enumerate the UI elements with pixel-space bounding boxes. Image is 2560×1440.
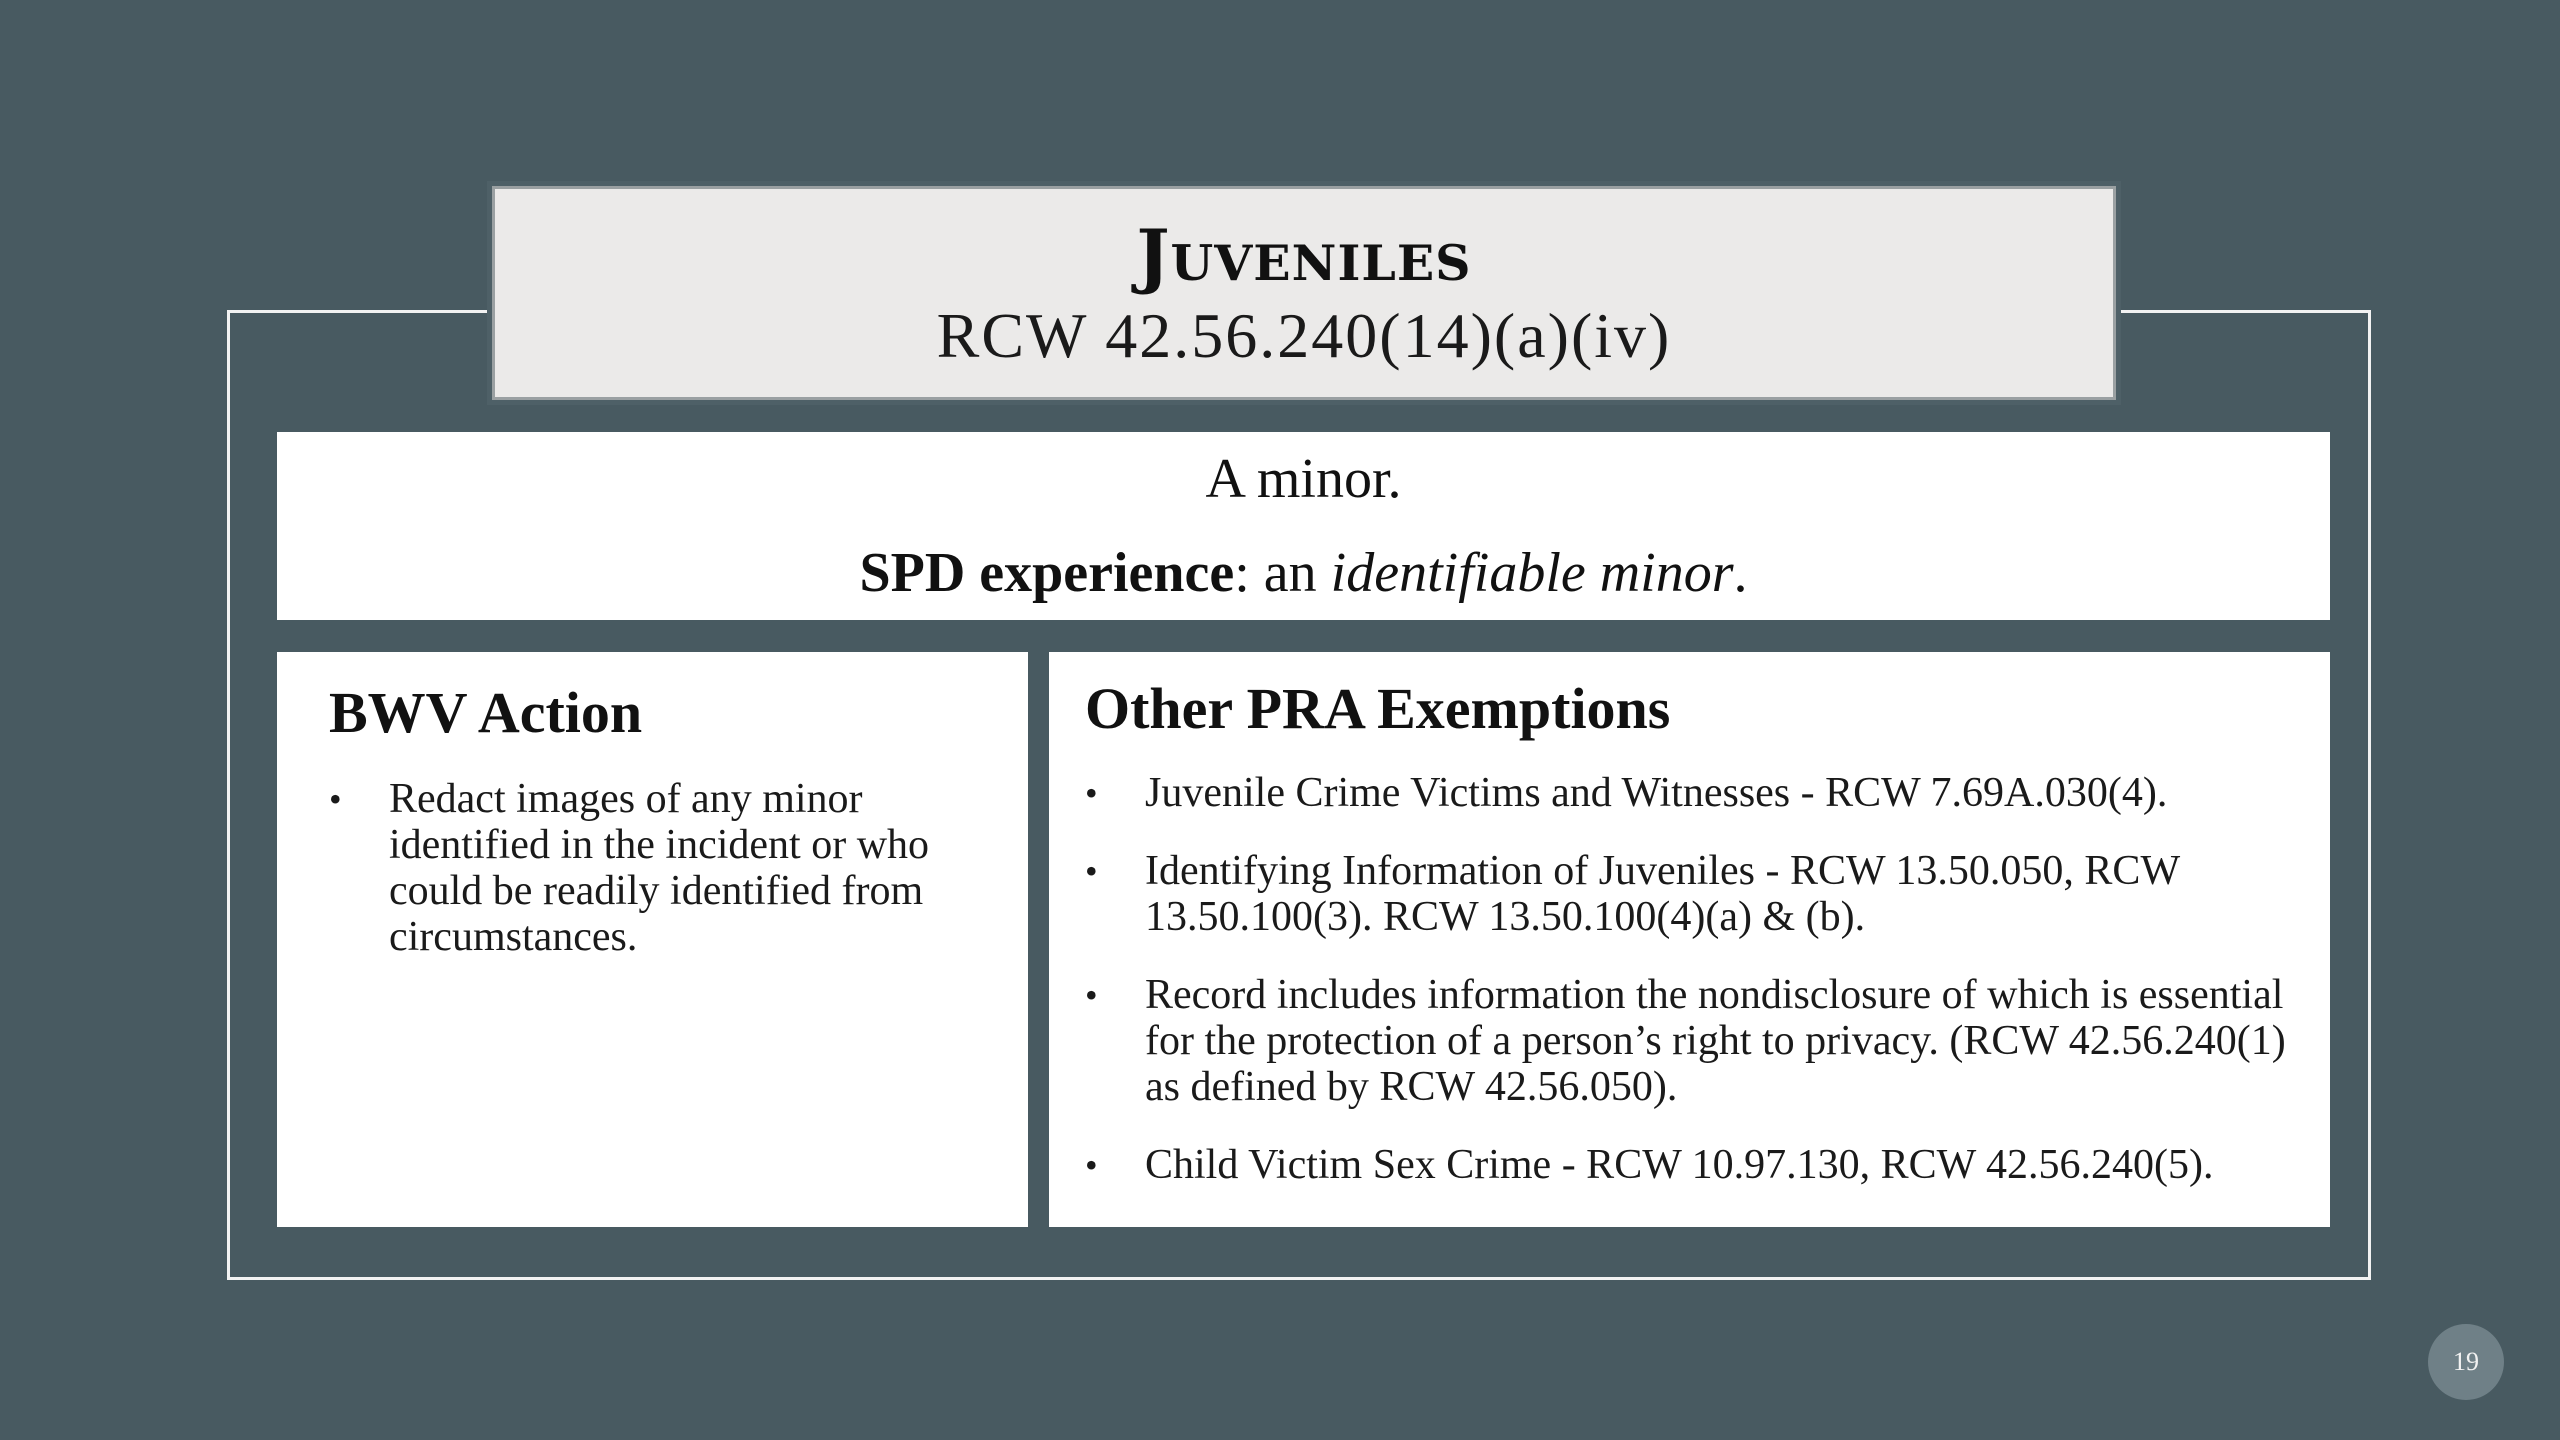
bwv-action-heading: BWV Action (329, 680, 643, 745)
bullet-icon: • (1085, 975, 1098, 1015)
bullet-icon: • (1085, 1145, 1098, 1185)
slide-subtitle: RCW 42.56.240(14)(a)(iv) (936, 300, 1672, 371)
list-item (329, 776, 998, 960)
pra-exemptions-heading: Other PRA Exemptions (1085, 676, 1671, 741)
bwv-action-list (329, 776, 998, 960)
bullet-icon: • (1085, 773, 1098, 813)
spd-experience-term: identifiable minor (1330, 542, 1734, 604)
bwv-action-panel (277, 652, 1028, 1227)
definition-box (277, 432, 2330, 620)
title-inner (492, 186, 2116, 400)
list-item (1085, 770, 2300, 816)
spd-experience-line (859, 537, 1747, 609)
bullet-icon: • (1085, 851, 1098, 891)
list-item (1085, 1142, 2300, 1188)
list-item (1085, 848, 2300, 940)
slide-title: Juveniles (1136, 214, 1472, 297)
definition-text: A minor. (1205, 448, 1402, 510)
title-box (487, 181, 2121, 405)
pra-exemptions-list (1085, 770, 2300, 1188)
list-item-text: Redact images of any minor identified in the incident or who could be readily identified from circumstances. (389, 776, 930, 960)
spd-experience-label: SPD experience (859, 542, 1235, 604)
bullet-icon: • (329, 779, 342, 819)
pra-exemptions-panel (1049, 652, 2330, 1227)
spd-experience-end: . (1733, 542, 1748, 604)
list-item-text: Identifying Information of Juveniles - RCW 13.50.050, RCW 13.50.100(3). RCW 13.50.100(4)(a) & (b). (1145, 848, 2180, 940)
spd-experience-connector: : an (1234, 542, 1331, 604)
list-item-text: Child Victim Sex Crime - RCW 10.97.130, RCW 42.56.240(5). (1145, 1142, 2214, 1188)
page-number-badge: 19 (2428, 1324, 2504, 1400)
list-item-text: Juvenile Crime Victims and Witnesses - RCW 7.69A.030(4). (1145, 770, 2168, 816)
list-item-text: Record includes information the nondisclosure of which is essential for the protection of a person’s right to privacy. (RCW 42.56.240(1) as defined by RCW 42.56.050). (1145, 972, 2286, 1110)
list-item (1085, 972, 2300, 1110)
